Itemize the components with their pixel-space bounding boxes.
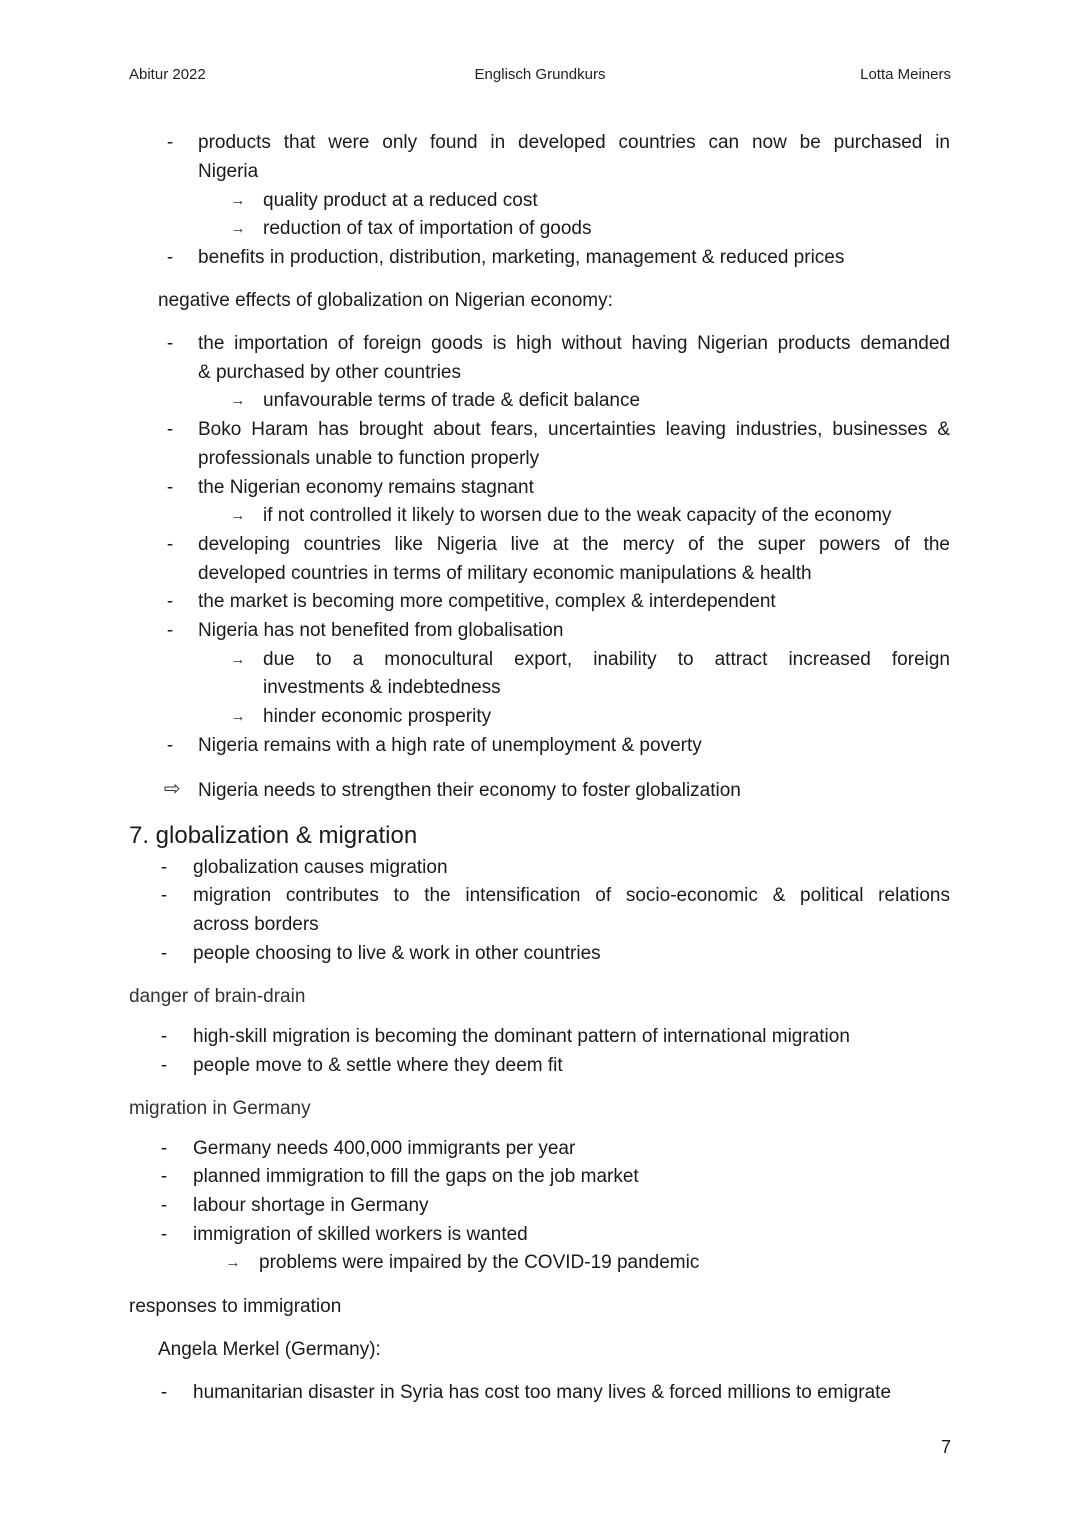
list-item: the market is becoming more competitive, complex & interdependent — [198, 591, 776, 612]
page-number: 7 — [940, 1437, 951, 1457]
sub-list-item: if not controlled it likely to worsen due to the weak capacity of the economy — [263, 505, 892, 526]
arrow-right-icon: → — [230, 708, 246, 725]
list-item: migration contributes to the intensification of socio-economic & political relations — [193, 885, 950, 906]
list-item: benefits in production, distribution, marketing, management & reduced prices — [198, 247, 845, 268]
list-item: Nigeria has not benefited from globalisation — [198, 620, 564, 641]
sub-list-item: problems were impaired by the COVID-19 pandemic — [259, 1252, 700, 1273]
list-item: globalization causes migration — [193, 857, 448, 878]
bullet-dash: - — [160, 1166, 168, 1187]
list-item: high-skill migration is becoming the dominant pattern of international migration — [193, 1026, 850, 1047]
list-item: immigration of skilled workers is wanted — [193, 1224, 528, 1245]
conclusion: Nigeria needs to strengthen their economy to foster globalization — [198, 780, 741, 801]
speaker-label: Angela Merkel (Germany): — [158, 1339, 381, 1360]
bullet-dash: - — [166, 477, 174, 498]
list-item: Nigeria remains with a high rate of unemployment & poverty — [198, 735, 702, 756]
list-item: the Nigerian economy remains stagnant — [198, 477, 534, 498]
bullet-dash: - — [160, 885, 168, 906]
list-item: labour shortage in Germany — [193, 1195, 429, 1216]
arrow-right-icon: → — [225, 1254, 241, 1271]
subsection-title: danger of brain-drain — [129, 986, 306, 1007]
bullet-dash: - — [166, 132, 174, 153]
bullet-dash: - — [160, 1055, 168, 1076]
arrow-right-icon: → — [230, 507, 246, 524]
bullet-dash: - — [166, 735, 174, 756]
sub-list-item: reduction of tax of importation of goods — [263, 218, 592, 239]
section-heading: 7. globalization & migration — [129, 822, 418, 849]
list-item: Boko Haram has brought about fears, uncertainties leaving industries, businesses & — [198, 419, 950, 440]
arrow-right-icon: → — [230, 651, 246, 668]
list-item-continuation: Nigeria — [198, 161, 259, 182]
bullet-dash: - — [160, 1026, 168, 1047]
list-item: Germany needs 400,000 immigrants per year — [193, 1138, 576, 1159]
arrow-right-icon: → — [230, 220, 246, 237]
list-item: people choosing to live & work in other countries — [193, 943, 601, 964]
list-item: humanitarian disaster in Syria has cost too many lives & forced millions to emigrate — [193, 1382, 892, 1403]
bullet-dash: - — [160, 1382, 168, 1403]
bullet-dash: - — [160, 857, 168, 878]
subsection-title: negative effects of globalization on Nigerian economy: — [158, 290, 613, 311]
arrow-right-icon: → — [230, 392, 246, 409]
bullet-dash: - — [166, 419, 174, 440]
sub-list-item: due to a monocultural export, inability to attract increased foreign — [263, 649, 950, 670]
bullet-dash: - — [160, 1224, 168, 1245]
list-item-continuation: developed countries in terms of military economic manipulations & health — [198, 563, 812, 584]
bullet-dash: - — [166, 333, 174, 354]
bullet-dash: - — [166, 534, 174, 555]
bullet-dash: - — [160, 1138, 168, 1159]
subsection-title: responses to immigration — [129, 1296, 342, 1317]
arrow-right-icon: → — [230, 192, 246, 209]
bullet-dash: - — [160, 943, 168, 964]
sub-list-item-continuation: investments & indebtedness — [263, 677, 501, 698]
list-item-continuation: professionals unable to function properly — [198, 448, 540, 469]
list-item-continuation: across borders — [193, 914, 319, 935]
bullet-dash: - — [166, 247, 174, 268]
bullet-dash: - — [166, 620, 174, 641]
header-left: Abitur 2022 — [129, 66, 206, 83]
bullet-dash: - — [160, 1195, 168, 1216]
sub-list-item: hinder economic prosperity — [263, 706, 492, 727]
sub-list-item: unfavourable terms of trade & deficit balance — [263, 390, 641, 411]
double-arrow-icon: ⇨ — [164, 778, 181, 800]
list-item: the importation of foreign goods is high without having Nigerian products demanded — [198, 333, 950, 354]
sub-list-item: quality product at a reduced cost — [263, 190, 538, 211]
list-item: products that were only found in developed countries can now be purchased in — [198, 132, 950, 153]
list-item: developing countries like Nigeria live at the mercy of the super powers of the — [198, 534, 950, 555]
list-item: planned immigration to fill the gaps on the job market — [193, 1166, 639, 1187]
bullet-dash: - — [166, 591, 174, 612]
list-item: people move to & settle where they deem fit — [193, 1055, 563, 1076]
subsection-title: migration in Germany — [129, 1098, 311, 1119]
header-center: Englisch Grundkurs — [474, 66, 606, 83]
header-right: Lotta Meiners — [860, 66, 951, 83]
list-item-continuation: & purchased by other countries — [198, 362, 461, 383]
